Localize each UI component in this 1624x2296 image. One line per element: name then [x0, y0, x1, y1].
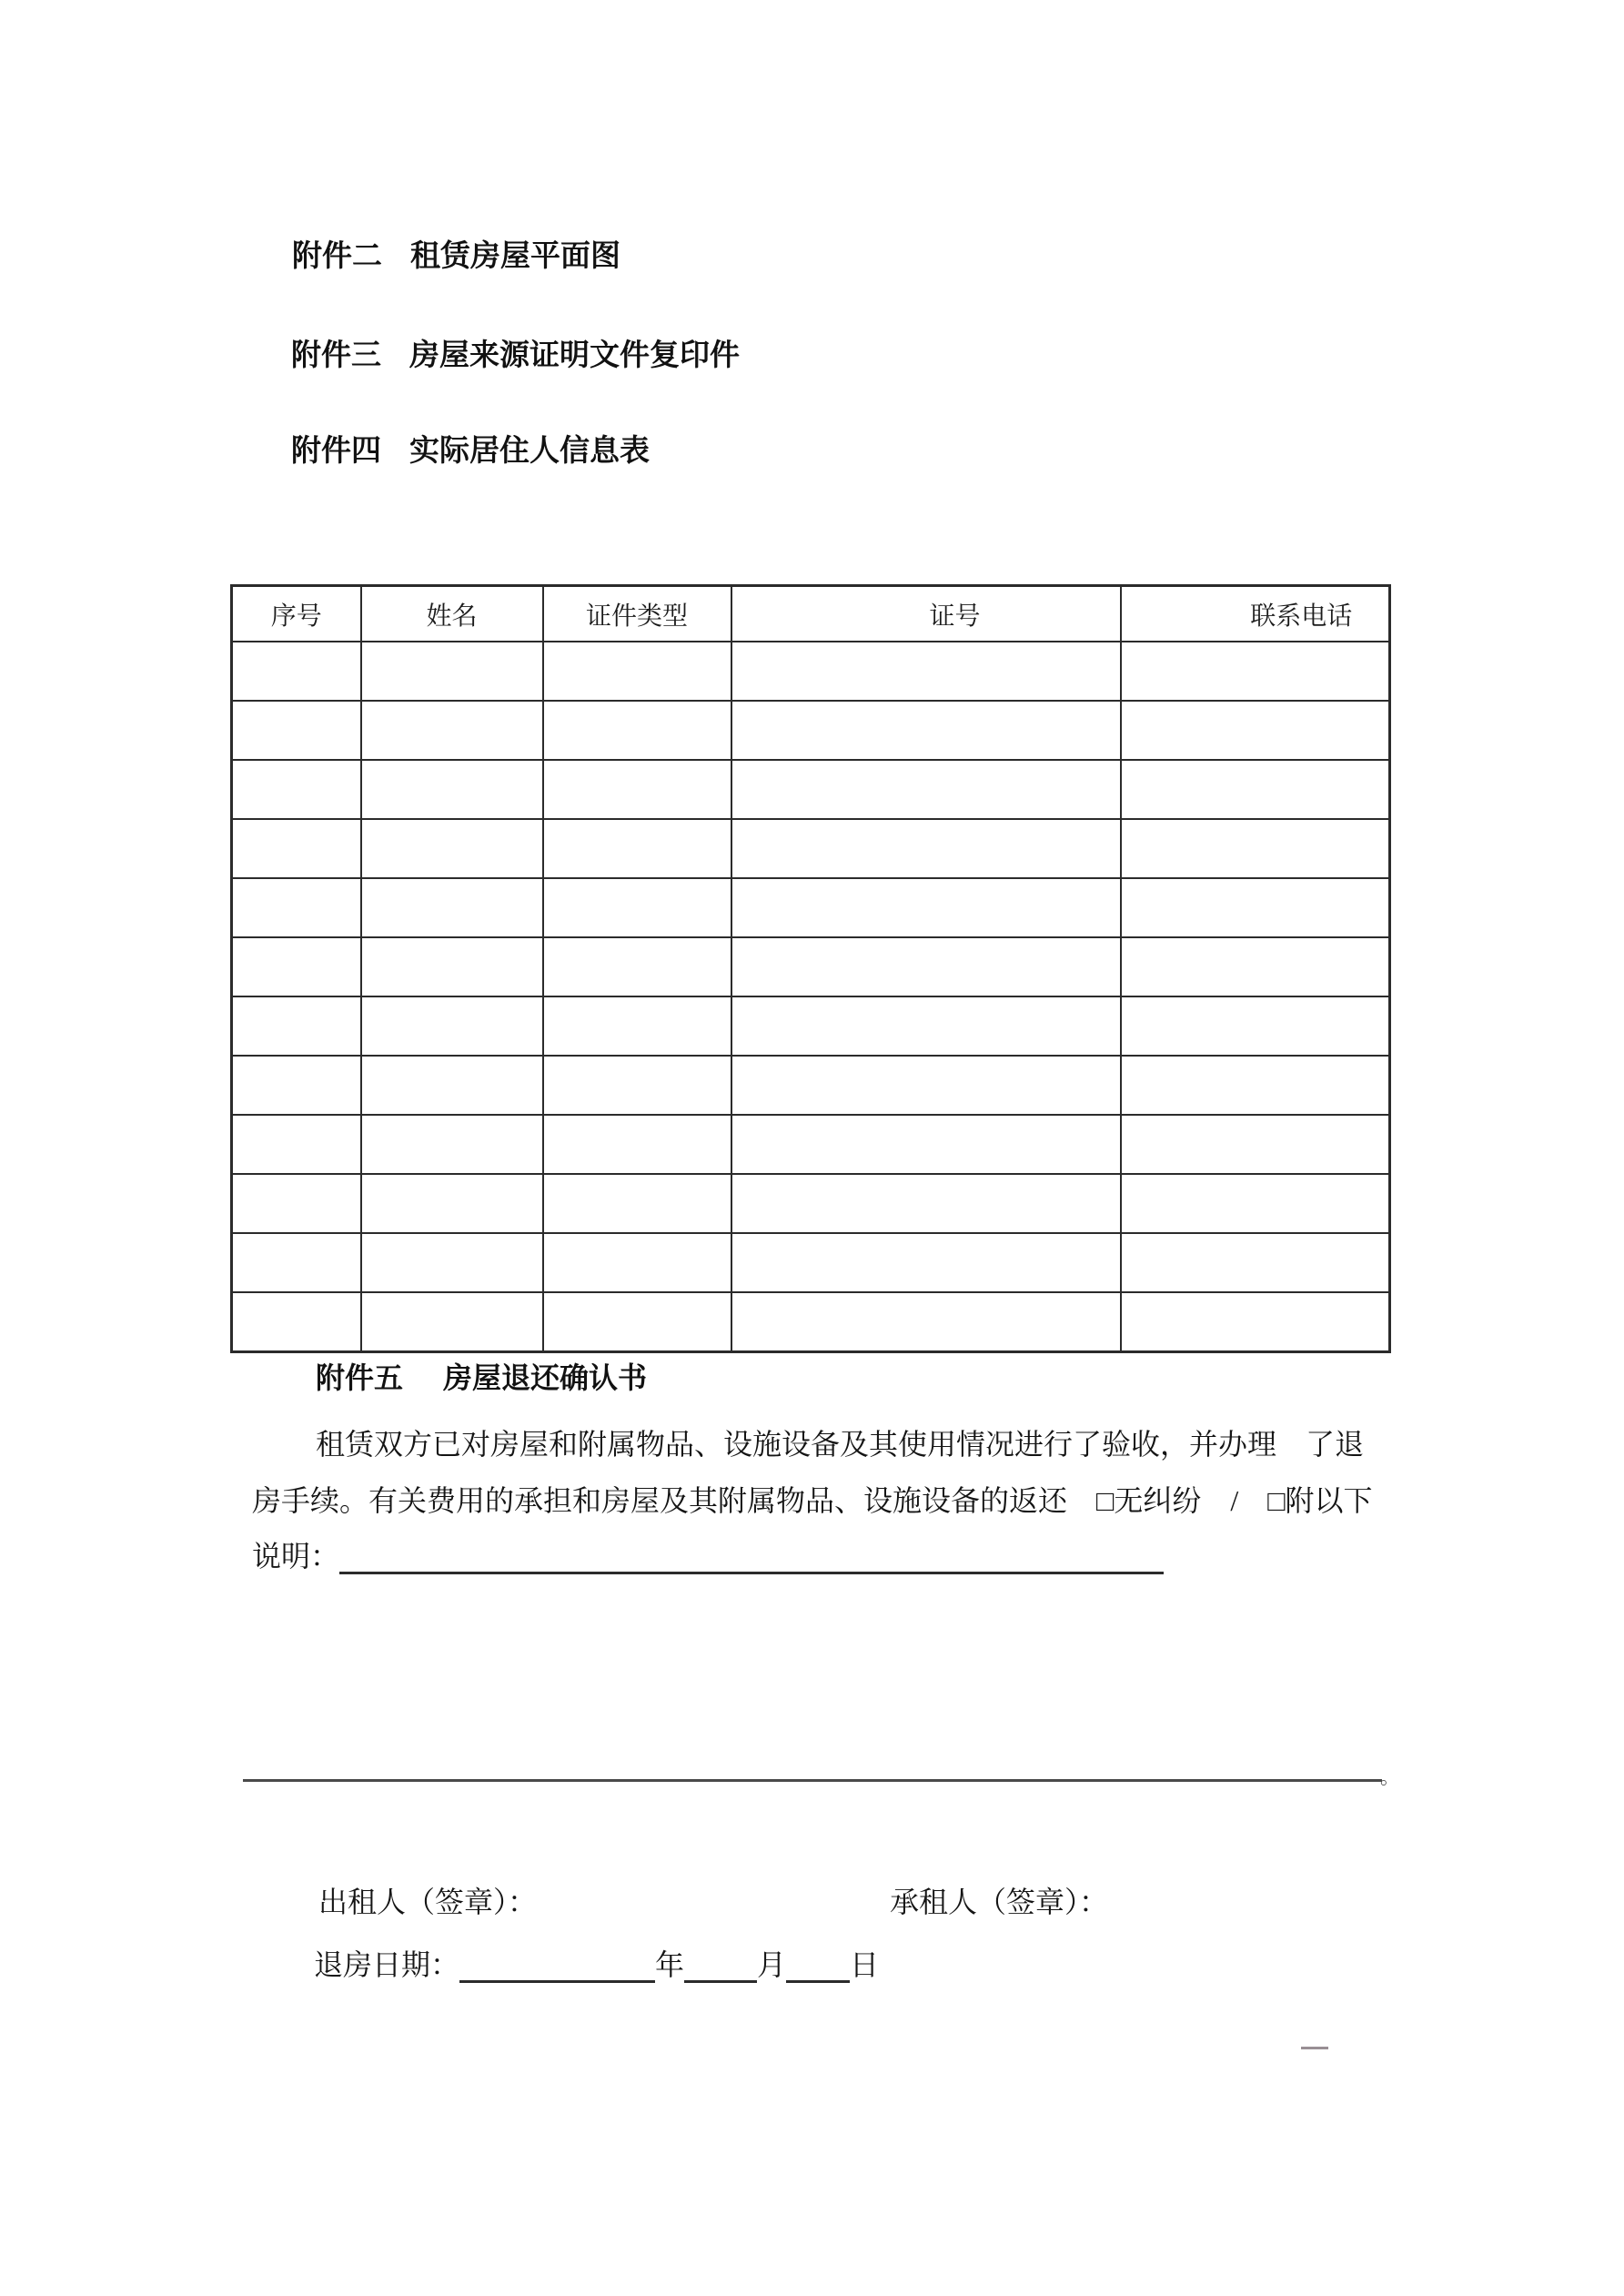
lessor-signature-label: 出租人（签章）：	[318, 1886, 538, 1918]
table-cell-empty	[1121, 760, 1390, 819]
table-cell-empty	[361, 1056, 543, 1115]
residents-table	[230, 584, 1391, 1353]
divider-line	[243, 1779, 1382, 1782]
table-cell-empty	[731, 1233, 1121, 1292]
table-row	[232, 996, 1390, 1056]
table-cell-empty	[232, 1174, 361, 1233]
attachment-4-heading	[291, 430, 650, 470]
table-cell-empty	[731, 1292, 1121, 1352]
table-cell-empty	[361, 1233, 543, 1292]
table-cell-empty	[361, 701, 543, 760]
table-cell-empty	[232, 1292, 361, 1352]
note-blank-line	[339, 1541, 1164, 1574]
table-cell-empty	[731, 642, 1121, 701]
table-cell-empty	[232, 701, 361, 760]
return-date-line	[314, 1947, 879, 1983]
attachment-title: 房屋来源证明文件复印件	[409, 338, 740, 371]
residents-table-body	[232, 642, 1390, 1352]
table-row	[232, 937, 1390, 996]
table-cell-empty	[543, 1292, 731, 1352]
table-cell-empty	[232, 760, 361, 819]
attachment-title: 房屋退还确认书	[443, 1361, 648, 1394]
table-cell-empty	[361, 878, 543, 937]
table-cell-empty	[731, 996, 1121, 1056]
table-cell-empty	[1121, 819, 1390, 878]
table-cell-empty	[361, 1115, 543, 1174]
column-header-index: 序号	[232, 586, 361, 642]
attachment-3-heading	[291, 335, 740, 375]
table-cell-empty	[1121, 996, 1390, 1056]
attachment-label: 附件五	[316, 1361, 404, 1394]
table-cell-empty	[232, 1056, 361, 1115]
table-cell-empty	[1121, 642, 1390, 701]
table-cell-empty	[543, 1115, 731, 1174]
stray-mark-dash	[1301, 2047, 1328, 2049]
attachment-label: 附件四	[291, 433, 381, 467]
attachment-title: 实际居住人信息表	[409, 433, 650, 467]
paragraph-line-1: 租赁双方已对房屋和附属物品、设施设备及其使用情况进行了验收，并办理 了退	[316, 1428, 1365, 1461]
table-cell-empty	[1121, 1292, 1390, 1352]
table-cell-empty	[232, 819, 361, 878]
table-row	[232, 642, 1390, 701]
attachment-label: 附件二	[292, 238, 382, 272]
date-blank-day	[786, 1949, 850, 1983]
column-header-name: 姓名	[361, 586, 543, 642]
table-cell-empty	[1121, 701, 1390, 760]
table-header-row	[232, 586, 1390, 642]
attachment-title: 租赁房屋平面图	[410, 238, 620, 272]
date-label: 退房日期：	[314, 1948, 460, 1981]
table-cell-empty	[543, 878, 731, 937]
table-row	[232, 1292, 1390, 1352]
date-blank-month	[684, 1949, 757, 1983]
column-header-id-number: 证号	[731, 586, 1121, 642]
table-cell-empty	[543, 1174, 731, 1233]
table-row	[232, 1115, 1390, 1174]
lessee-signature-label: 承租人（签章）：	[890, 1886, 1109, 1918]
table-cell-empty	[731, 760, 1121, 819]
note-line	[252, 1538, 1164, 1574]
table-cell-empty	[232, 937, 361, 996]
table-cell-empty	[543, 642, 731, 701]
month-label: 月	[757, 1948, 787, 1981]
table-cell-empty	[543, 819, 731, 878]
table-cell-empty	[232, 1233, 361, 1292]
table-cell-empty	[361, 642, 543, 701]
table-cell-empty	[361, 937, 543, 996]
note-label: 说明：	[252, 1540, 340, 1573]
table-cell-empty	[361, 1292, 543, 1352]
table-cell-empty	[1121, 937, 1390, 996]
year-label: 年	[655, 1948, 685, 1981]
table-row	[232, 1174, 1390, 1233]
table-cell-empty	[543, 1056, 731, 1115]
table-cell-empty	[731, 819, 1121, 878]
table-cell-empty	[361, 819, 543, 878]
attachment-2-heading	[292, 236, 620, 276]
table-cell-empty	[543, 1233, 731, 1292]
attachment-label: 附件三	[291, 338, 381, 371]
table-cell-empty	[543, 996, 731, 1056]
table-cell-empty	[361, 996, 543, 1056]
table-cell-empty	[731, 878, 1121, 937]
table-cell-empty	[731, 1115, 1121, 1174]
table-row	[232, 1056, 1390, 1115]
column-header-phone: 联系电话	[1121, 586, 1390, 642]
table-cell-empty	[232, 1115, 361, 1174]
table-row	[232, 819, 1390, 878]
day-label: 日	[850, 1948, 880, 1981]
paragraph-line-2: 房手续。有关费用的承担和房屋及其附属物品、设施设备的返还 □无纠纷 / □附以下	[252, 1484, 1373, 1517]
table-cell-empty	[1121, 1233, 1390, 1292]
table-cell-empty	[232, 878, 361, 937]
table-row	[232, 878, 1390, 937]
table-cell-empty	[232, 996, 361, 1056]
table-cell-empty	[731, 937, 1121, 996]
table-cell-empty	[543, 760, 731, 819]
table-row	[232, 701, 1390, 760]
table-row	[232, 760, 1390, 819]
table-cell-empty	[1121, 1115, 1390, 1174]
table-cell-empty	[731, 1174, 1121, 1233]
date-blank-year	[459, 1949, 655, 1983]
table-row	[232, 1233, 1390, 1292]
table-cell-empty	[1121, 878, 1390, 937]
table-cell-empty	[731, 1056, 1121, 1115]
table-cell-empty	[361, 760, 543, 819]
table-cell-empty	[1121, 1174, 1390, 1233]
table-cell-empty	[543, 937, 731, 996]
table-cell-empty	[543, 701, 731, 760]
table-cell-empty	[1121, 1056, 1390, 1115]
table-cell-empty	[731, 701, 1121, 760]
table-cell-empty	[232, 642, 361, 701]
divider-period-mark: 。	[1380, 1766, 1399, 1788]
column-header-id-type: 证件类型	[543, 586, 731, 642]
table-cell-empty	[361, 1174, 543, 1233]
attachment-5-heading	[316, 1358, 647, 1398]
